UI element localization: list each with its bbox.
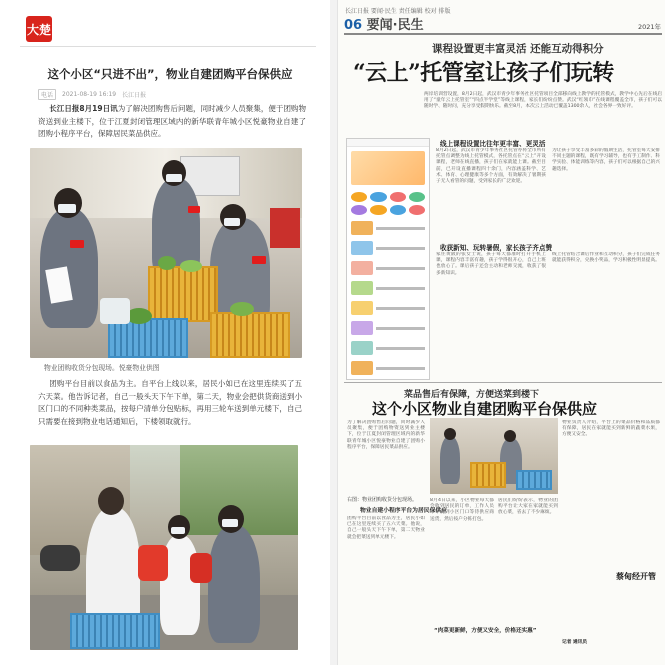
photo-vegetable [158, 256, 176, 270]
story2-byline: 记者 通讯员 [562, 640, 588, 645]
app-icon [370, 192, 386, 202]
app-icon [409, 192, 425, 202]
phone-screenshot [346, 138, 430, 380]
photo-person-head [162, 160, 186, 186]
list-thumb [351, 241, 373, 255]
photo-yellow-crate [148, 266, 218, 322]
photo-blue-crate [108, 318, 188, 358]
photo-caption: 物业团购收货分包现场。悦豪物业供图 [44, 364, 160, 372]
story-divider [344, 382, 662, 383]
photo-red-bag [190, 553, 212, 583]
phone-status-bar [347, 139, 429, 147]
photo-person-head [54, 188, 82, 218]
side-story-tag: 蔡甸经开管 [616, 572, 656, 581]
mobile-article [0, 0, 330, 665]
story2-headline: 这个小区物业自建团购平台保供应 [372, 400, 598, 418]
photo-person-head [220, 204, 246, 230]
photo-mask [166, 174, 182, 182]
headline-intro: 两岸培训营设置，8月2日起，武汉市青少年事务社区托管项目全部移向线上教学的托管模式，教学中心先后在线启用了“童年云上托管室”“四点半学堂”等线上课程，家长们纷纷点赞。武汉“红领巾”在线课程覆盖全市，孩子们可以随时学、随时问，充分享受假期快乐。截至8月，本次云上活动已覆盖1300余人，社会各界一致好评。 [424, 92, 662, 110]
photo-yellow-crate [210, 312, 290, 358]
story2-photo [430, 418, 558, 494]
story2-col-1: 团购平台目前以食品为主，居民小如已在这里连续买了五六天菜。他说，自己一般头天下午下单，第二天物业就会把菜送到单元楼下。 [347, 516, 425, 540]
list-text [376, 327, 425, 330]
newspaper-section [344, 14, 424, 33]
section-number: 06 [344, 18, 363, 33]
phone-list-item [347, 358, 429, 378]
newspaper-date: 2021年 [637, 23, 661, 31]
phone-icon-grid [347, 189, 429, 218]
phone-list-item [347, 278, 429, 298]
phone-list-item [347, 238, 429, 258]
photo-blue-crate [70, 613, 160, 649]
photo-mask [222, 519, 238, 527]
photo-person-head [98, 487, 124, 515]
article-tag: 电话 [38, 89, 56, 100]
app-icon [390, 192, 406, 202]
header-divider [20, 46, 316, 47]
header-rule [344, 33, 662, 35]
list-text [376, 367, 425, 370]
list-text [376, 347, 425, 350]
dateline: 长江日报8月19日讯 [49, 104, 118, 113]
list-text [376, 247, 425, 250]
list-thumb [351, 221, 373, 235]
photo-vegetable [180, 260, 202, 272]
article-lead [38, 103, 306, 141]
story2-col-3: 居民们纷纷表示，物业的团购平台让大家在家就能买到放心菜，省去了不少麻烦。 [498, 498, 558, 516]
list-text [376, 287, 425, 290]
phone-list-item [347, 258, 429, 278]
photo-person-head [444, 428, 456, 440]
photo-person [40, 208, 98, 328]
phone-list-item [347, 218, 429, 238]
app-logo: 大楚 [26, 16, 52, 42]
newspaper-header-line: 长江日报 要闻·民生 责任编辑 校对 排版 [345, 8, 451, 15]
list-thumb [351, 261, 373, 275]
story2-col-2: 8月4日以来，小区物业每天都会收到居民的订单，工作人员早早就到小区门口等待供应商送货，然后按户分拣打包。 [430, 498, 494, 522]
list-thumb [351, 361, 373, 375]
article-paragraph: 团购平台目前以食品为主。自平台上线以来，居民小如已在这里连续买了五六天菜。他告诉记者，自己一般头天下午下单，第二天，物业会把供货商送到小区门口的不同种类菜品，按每户清单分包贴标，再用三轮车送到单元楼下，自己只需要在接到物业电话通知后，下楼领取就行。 [38, 379, 302, 426]
photo-person-head [504, 430, 516, 442]
article-photo-packing [30, 148, 302, 358]
app-icon [370, 205, 386, 215]
body-col-4: 线上托管结合课后作业和互动积分，孩子们完成任务就能获得积分，兑换小奖品，学习积极性明显提高。 [552, 252, 660, 264]
body-col-2: 为让孩子享受丰富多彩的假期生活，托管室每天安排不同主题的课程，既有学习辅导，也有手工制作、科学实验、体能训练等内容，孩子们可以根据自己的兴趣选择。 [552, 148, 660, 172]
list-thumb [351, 301, 373, 315]
photo-plastic-bag [100, 298, 130, 324]
list-text [376, 227, 425, 230]
article-meta [38, 89, 146, 100]
story2-kicker: 菜品售后有保障，方便送菜到楼下 [404, 390, 540, 400]
story2-caption: 右图：物业团购收货分包现场。 [347, 497, 418, 503]
app-icon [390, 205, 406, 215]
list-thumb [351, 321, 373, 335]
photo-armband [252, 256, 266, 264]
photo-person [208, 525, 260, 643]
article-time: 2021-08-19 16:19 [62, 91, 117, 98]
article-photo-delivery [30, 445, 298, 650]
photo-armband [188, 206, 200, 213]
photo-yellow-crate [470, 462, 506, 488]
app-icon [351, 205, 367, 215]
list-thumb [351, 341, 373, 355]
article-title: 这个小区“只进不出”，物业自建团购平台保供应 [47, 67, 293, 81]
photo-vegetable [230, 302, 254, 316]
list-text [376, 307, 425, 310]
body-col-3: 家住黄陂的张女士说，孩子每天都准时打开手机上课，课程内容丰富有趣，孩子学得很开心，自己上班也放心了。课后孩子还会主动和老师交流，收获了很多新知识。 [436, 252, 546, 276]
story2-col-right: 物业负责人介绍，平台上的菜品价格和品质都有保障，居民在家就能买到新鲜的蔬菜水果，方便又安全。 [562, 420, 660, 438]
list-text [376, 267, 425, 270]
photo-mask [224, 218, 240, 226]
phone-list-item [347, 338, 429, 358]
article-source: 长江日报 [122, 92, 147, 99]
photo-red-bag [138, 545, 168, 581]
phone-banner [351, 151, 425, 185]
photo-person [440, 436, 460, 484]
list-thumb [351, 281, 373, 295]
photo-mask [58, 204, 76, 213]
photo-red-box [270, 208, 300, 248]
body-col-1: 8月2日起，武汉市青少年事务社区托管办将全市所有托管点调整为线上托管模式，各托管点在“云上”开设课程，老师在线直播，孩子们在家就能上课。截至目前，已开设直播课程四十余门，内容涵盖科学、艺术、体育、心理健康等多个方面，有效解决了暑期孩子无人看管的问题，受到家长的广泛欢迎。 [436, 148, 546, 185]
photo-blue-crate [516, 470, 552, 490]
story2-subhead: 物业自建小程序平台为居民保供应 [360, 508, 447, 514]
lead-text: 为了解决团购售后问题，同时减少人员聚集，便于团购物资送到业主楼下，位于江夏封闭管理区域内的新华联青年城小区悦豪物业自建了团购小程序平台，保障居民菜品供应。 [38, 104, 307, 139]
headline-kicker: 课程设置更丰富灵活 还能互动得积分 [432, 43, 604, 55]
phone-list-item [347, 318, 429, 338]
section-name: 要闻·民生 [366, 18, 424, 33]
newspaper-page [337, 0, 665, 665]
phone-list-item [347, 298, 429, 318]
story2-quote-head: “肉菜更新鲜，方便又安全，价格还实惠” [434, 628, 537, 634]
app-icon [351, 192, 367, 202]
photo-armband [70, 240, 84, 248]
headline-main: “云上”托管室让孩子们玩转 [353, 60, 614, 86]
photo-mask [171, 527, 185, 534]
subhead-1: 线上课程设置比往年更丰富、更灵活 [440, 140, 546, 148]
photo-scooter [40, 545, 80, 571]
app-icon [409, 205, 425, 215]
story2-col-intro: 为了解决团购售后问题，同时减少人员聚集，便于团购物资送到业主楼下，位于江夏封闭管理区域内的新华联青年城小区悦豪物业自建了团购小程序平台，保障居民菜品供应。 [347, 420, 425, 450]
subhead-2: 收获新知、玩转暑假，家长孩子齐点赞 [440, 244, 553, 252]
